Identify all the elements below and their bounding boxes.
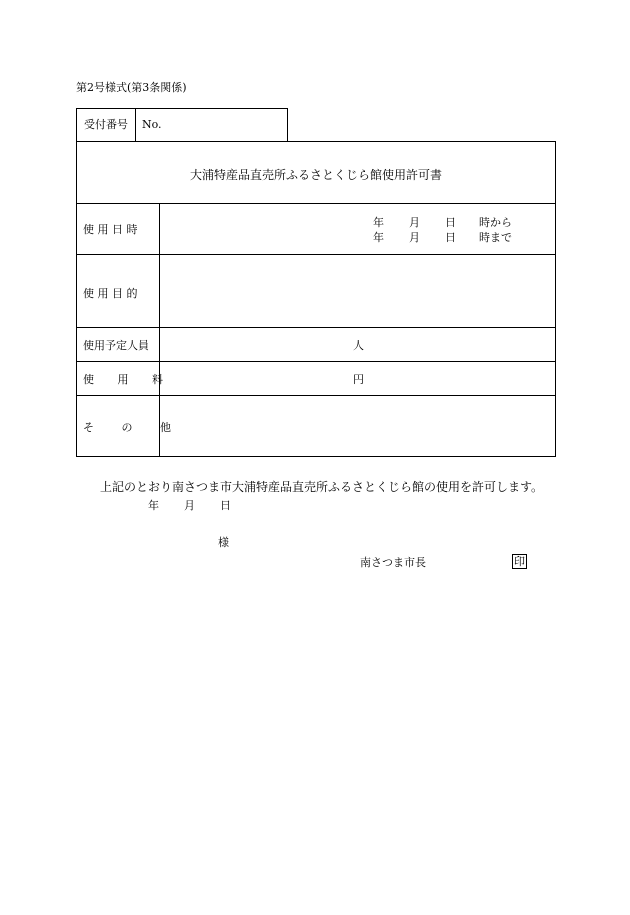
label-usage-fee-text: 使 用 料: [83, 373, 173, 386]
label-usage-datetime: 使 用 日 時: [83, 223, 138, 236]
label-usage-fee: [83, 371, 173, 387]
date-suffix-1: 時から: [479, 216, 512, 229]
footer-month: 月: [184, 499, 195, 512]
addressee-suffix: 様: [218, 536, 229, 549]
date-suffix-2: 時まで: [479, 231, 512, 244]
label-planned-people: 使用予定人員: [83, 339, 149, 352]
issuer-name: 南さつま市長: [360, 556, 426, 569]
label-other-text: そ の 他: [83, 421, 183, 434]
date-month-2: 月: [409, 231, 420, 244]
date-year-1: 年: [373, 216, 384, 229]
people-unit: 人: [353, 339, 364, 352]
date-year-2: 年: [373, 231, 384, 244]
row-divider: [77, 203, 555, 204]
date-month-1: 月: [409, 216, 420, 229]
seal-box: [512, 554, 527, 569]
row-divider: [77, 395, 555, 396]
footer-year: 年: [148, 499, 159, 512]
permit-table: [76, 141, 556, 457]
form-number: 第2号様式(第3条関係): [76, 81, 187, 94]
row-divider: [77, 254, 555, 255]
fee-unit: 円: [353, 373, 364, 386]
permit-title: 大浦特産品直売所ふるさとくじら館使用許可書: [189, 168, 442, 182]
receipt-box: [76, 108, 288, 141]
permit-statement: 上記のとおり南さつま市大浦特産品直売所ふるさとくじら館の使用を許可します。: [100, 480, 544, 494]
label-usage-purpose: 使 用 目 的: [83, 287, 138, 300]
date-day-1: 日: [445, 216, 456, 229]
receipt-no-label: No.: [142, 118, 162, 131]
footer-day: 日: [220, 499, 231, 512]
date-day-2: 日: [445, 231, 456, 244]
row-divider: [77, 327, 555, 328]
row-divider: [77, 361, 555, 362]
label-other: [83, 419, 183, 435]
receipt-label: 受付番号: [77, 109, 136, 141]
seal-text: 印: [514, 555, 525, 568]
